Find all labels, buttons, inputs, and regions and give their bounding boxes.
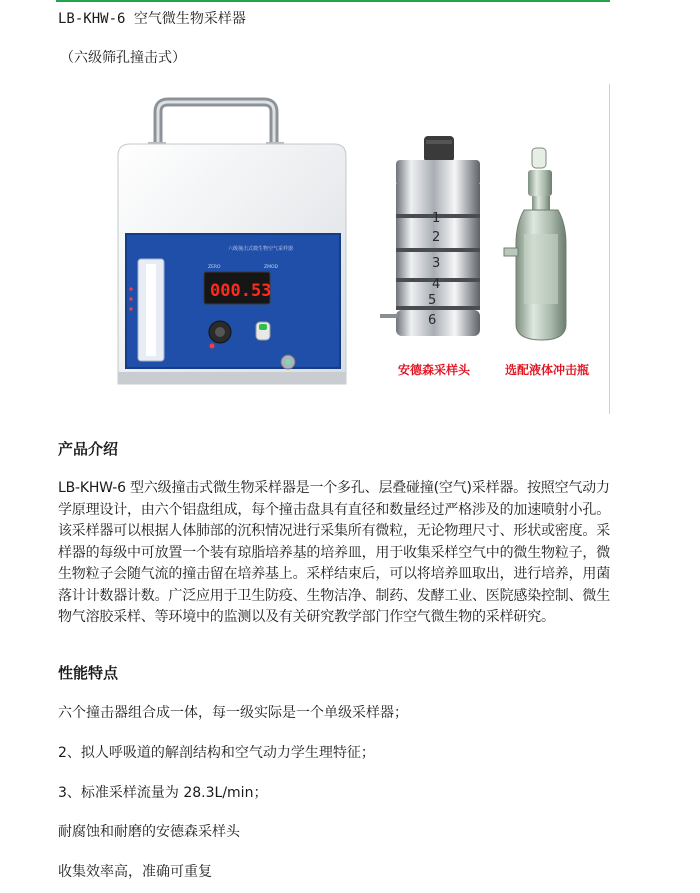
caption-impinger-bottle: 选配液体冲击瓶 (505, 363, 590, 377)
caption-andersen-head: 安德森采样头 (398, 363, 471, 377)
section-heading-features: 性能特点 (58, 664, 119, 682)
device-label: 六级撞击式微生物空气采样器 (228, 246, 294, 252)
top-accent-rule (56, 0, 610, 2)
page-title: LB-KHW-6 空气微生物采样器 (58, 11, 246, 27)
device-small-label-left: ZERO (208, 265, 221, 270)
device-small-label-right: ZMOD (264, 265, 278, 270)
section-heading-intro: 产品介绍 (58, 440, 119, 458)
feature-item-5: 收集效率高，准确可重复 (58, 864, 212, 880)
impinger-bottle (504, 148, 566, 340)
feature-item-3: 3、标准采样流量为 28.3L/min； (58, 785, 268, 801)
photo-right-border (609, 84, 610, 414)
page-subtitle: （六级筛孔撞击式） (60, 50, 186, 66)
stage-number-3: 3 (432, 256, 441, 271)
stage-number-6: 6 (428, 313, 437, 328)
stage-number-1: 1 (432, 211, 441, 226)
display-readout: 000.53 (210, 281, 272, 301)
feature-item-4: 耐腐蚀和耐磨的安德森采样头 (58, 824, 240, 840)
feature-item-1: 六个撞击器组合成一体，每一级实际是一个单级采样器； (58, 705, 408, 721)
sampler-device (118, 102, 346, 384)
andersen-head (380, 136, 480, 336)
stage-number-5: 5 (428, 293, 437, 308)
product-photo (96, 84, 612, 416)
intro-paragraph: LB-KHW-6 型六级撞击式微生物采样器是一个多孔、层叠碰撞(空气)采样器。按照空气动力学原理设计，由六个铝盘组成，每个撞击盘具有直径和数量经过严格涉及的加速喷射小孔。该采样器可以根据人体肺部的沉积情况进行采集所有微粒，无论物理尺寸、形状或密度。采样器的每级中可放置一个装有琼脂培养基的培养皿，用于收集采样空气中的微生物粒子，微生物粒子会随气流的撞击留在培养基上。采样结束后，可以将培养皿取出，进行培养，用菌落计计数器计数。广泛应用于卫生防疫、生物洁净、制药、发酵工业、医院感染控制、微生物气溶胶采样、等环境中的监测以及有关研究教学部门作空气微生物的采样研究。 (58, 480, 610, 625)
feature-item-2: 2、拟人呼吸道的解剖结构和空气动力学生理特征； (58, 745, 375, 761)
stage-number-4: 4 (432, 277, 441, 292)
stage-number-2: 2 (432, 230, 441, 245)
